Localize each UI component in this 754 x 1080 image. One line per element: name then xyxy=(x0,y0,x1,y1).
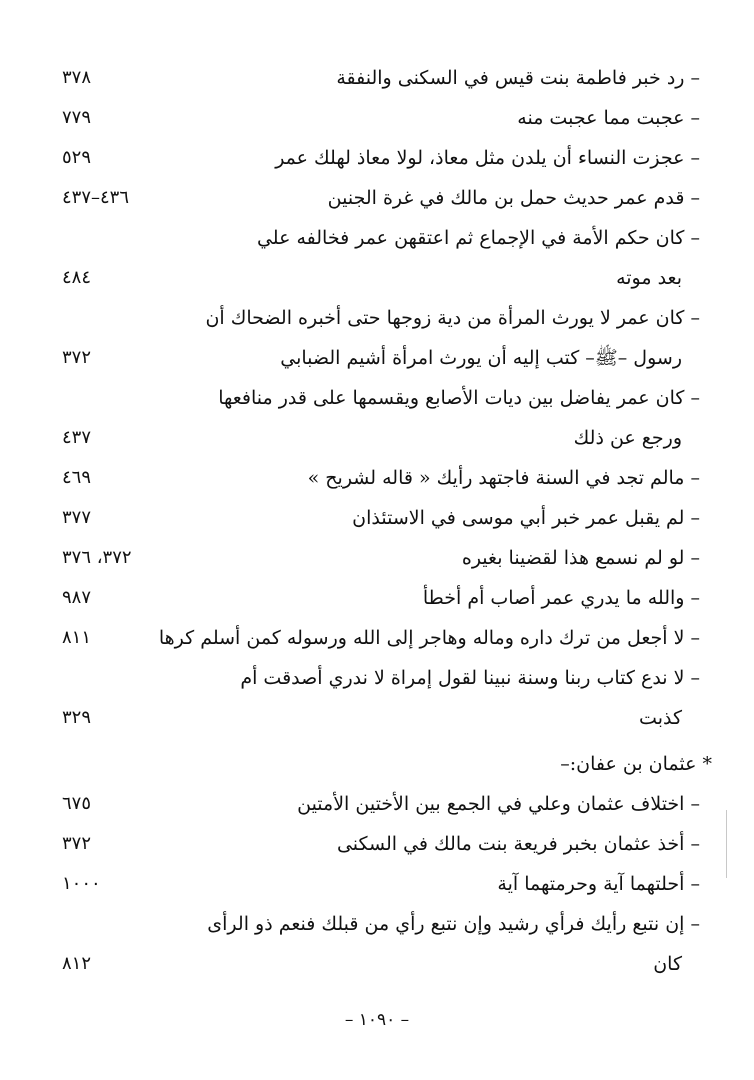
index-entry xyxy=(40,824,700,864)
index-entry xyxy=(40,498,700,538)
entry-text: كذبت xyxy=(639,707,682,729)
index-entry xyxy=(40,618,700,658)
entry-text: – لا ندع كتاب ربنا وسنة نبينا لقول إمراة لا ندري أصدقت أم xyxy=(240,667,700,689)
index-entry xyxy=(40,864,700,904)
entry-text: – لا أجعل من ترك داره وماله وهاجر إلى الله ورسوله كمن أسلم كرها xyxy=(158,627,700,649)
index-entry-continuation xyxy=(40,338,700,378)
entry-page-ref: ٥٢٩ xyxy=(62,147,92,168)
index-entry-continuation xyxy=(40,258,700,298)
index-entry xyxy=(40,458,700,498)
page-number: – ١٠٩٠ – xyxy=(344,1010,410,1030)
index-entry-continuation xyxy=(40,418,700,458)
entry-page-ref: ٤٣٦–٤٣٧ xyxy=(62,187,130,208)
index-entry xyxy=(40,218,700,258)
entry-text: – عجزت النساء أن يلدن مثل معاذ، لولا معاذ لهلك عمر xyxy=(275,147,700,169)
entry-page-ref: ٣٧٧ xyxy=(62,507,92,528)
entry-page-ref: ٦٧٥ xyxy=(62,793,92,814)
entry-text: – أحلتهما آية وحرمتهما آية xyxy=(497,873,700,895)
index-entry xyxy=(40,98,700,138)
index-entry xyxy=(40,578,700,618)
entry-page-ref: ٤٨٤ xyxy=(62,267,92,288)
entry-text: – لو لم نسمع هذا لقضينا بغيره xyxy=(461,547,700,569)
entry-text: – عجبت مما عجبت منه xyxy=(517,107,700,129)
index-entry xyxy=(40,378,700,418)
index-entry xyxy=(40,784,700,824)
entry-text: بعد موته xyxy=(616,267,682,289)
entry-text: – والله ما يدري عمر أصاب أم أخطأ xyxy=(422,587,700,609)
margin-rule xyxy=(726,810,727,878)
index-entry-continuation xyxy=(40,698,700,738)
entry-page-ref: ٣٧٢ xyxy=(62,347,92,368)
entry-page-ref: ٣٧٨ xyxy=(62,67,92,88)
entry-page-ref: ٣٧٢، ٣٧٦ xyxy=(62,547,132,568)
section-heading-text: * عثمان بن عفان:– xyxy=(560,753,712,775)
entry-text: – كان حكم الأمة في الإجماع ثم اعتقهن عمر فخالفه علي xyxy=(256,227,700,249)
index-entry xyxy=(40,904,700,944)
index-entry xyxy=(40,178,700,218)
entry-page-ref: ١٠٠٠ xyxy=(62,873,101,894)
entry-text: رسول –ﷺ– كتب إليه أن يورث امرأة أشيم الضبابي xyxy=(280,347,682,369)
index-entry-continuation xyxy=(40,944,700,984)
entry-page-ref: ٩٨٧ xyxy=(62,587,92,608)
entry-text: كان xyxy=(653,953,682,975)
entry-text: – كان عمر لا يورث المرأة من دية زوجها حتى أخبره الضحاك أن xyxy=(205,307,700,329)
entry-text: ورجع عن ذلك xyxy=(573,427,682,449)
index-entry xyxy=(40,298,700,338)
index-entry xyxy=(40,538,700,578)
index-entry xyxy=(40,138,700,178)
entry-text: – اختلاف عثمان وعلي في الجمع بين الأختين الأمتين xyxy=(297,793,700,815)
entry-text: – كان عمر يفاضل بين ديات الأصابع ويقسمها على قدر منافعها xyxy=(218,387,700,409)
entry-page-ref: ٤٦٩ xyxy=(62,467,92,488)
entry-page-ref: ٨١٢ xyxy=(62,953,92,974)
entry-text: – إن نتبع رأيك فرأي رشيد وإن نتبع رأي من قبلك فنعم ذو الرأى xyxy=(207,913,700,935)
index-entries xyxy=(40,58,712,984)
index-entry xyxy=(40,658,700,698)
entry-text: – أخذ عثمان بخبر فريعة بنت مالك في السكنى xyxy=(336,833,700,855)
section-heading xyxy=(40,744,712,784)
entry-text: – لم يقبل عمر خبر أبي موسى في الاستئذان xyxy=(352,507,700,529)
entry-page-ref: ٣٢٩ xyxy=(62,707,92,728)
entry-text: – قدم عمر حديث حمل بن مالك في غرة الجنين xyxy=(327,187,700,209)
entry-page-ref: ٣٧٢ xyxy=(62,833,92,854)
entry-page-ref: ٤٣٧ xyxy=(62,427,92,448)
index-entry xyxy=(40,58,700,98)
entry-text: – مالم تجد في السنة فاجتهد رأيك « قاله لشريح » xyxy=(307,467,700,489)
entry-page-ref: ٨١١ xyxy=(62,627,92,648)
entry-text: – رد خبر فاطمة بنت قيس في السكنى والنفقة xyxy=(336,67,700,89)
entry-page-ref: ٧٧٩ xyxy=(62,107,92,128)
